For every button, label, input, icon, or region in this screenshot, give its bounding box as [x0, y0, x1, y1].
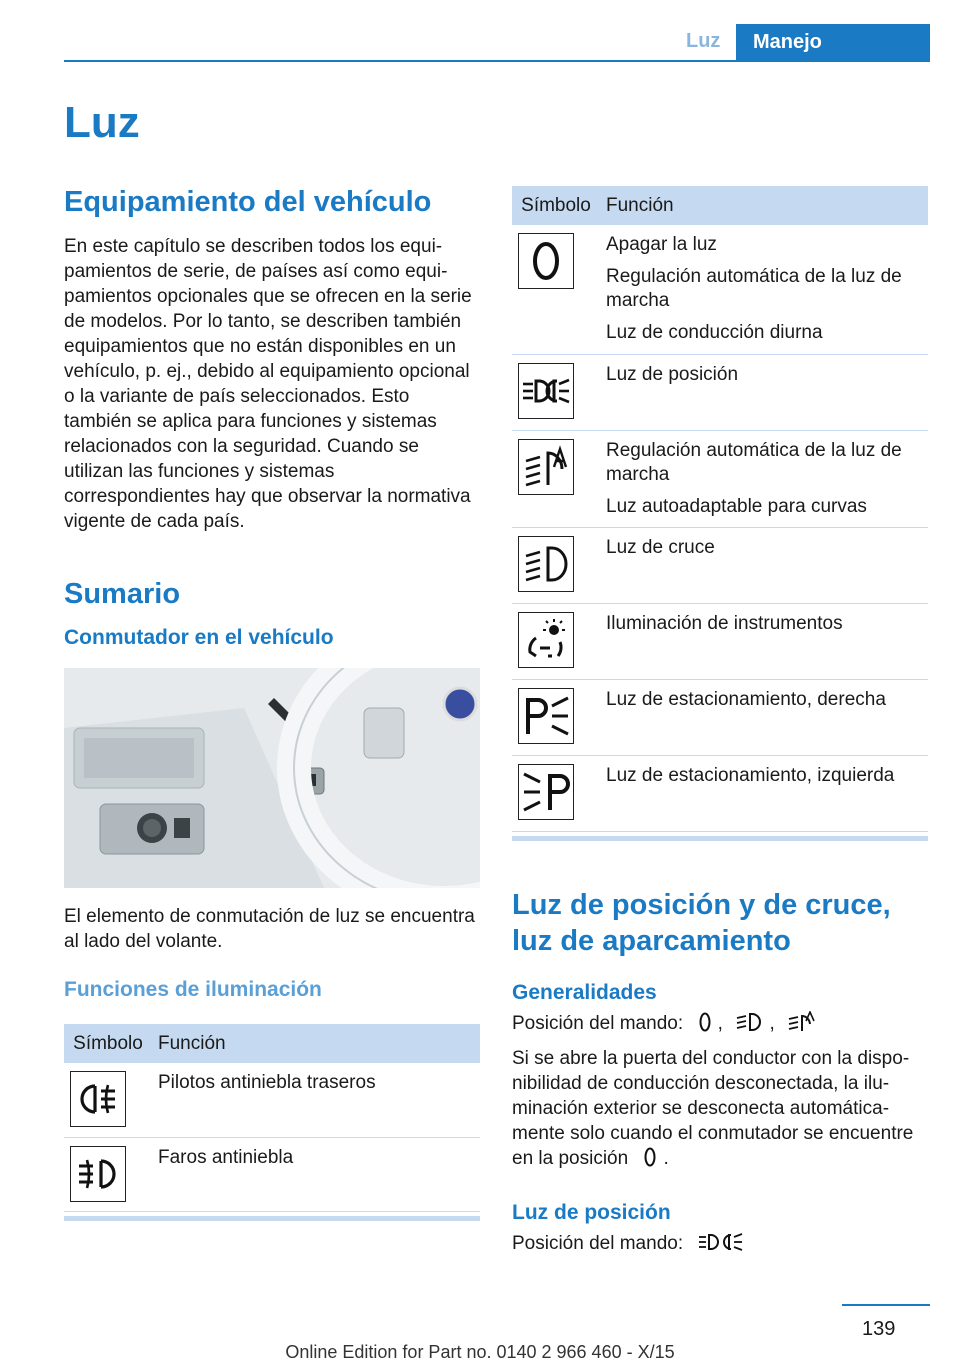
table-header-function: Función	[152, 1024, 480, 1063]
switch-position-label: Posición del mando:	[512, 1012, 684, 1034]
table-row	[64, 1063, 480, 1137]
table-row	[512, 354, 928, 430]
separator: ,	[717, 1012, 723, 1034]
generalidades-text: Si se abre la puerta del conductor con la disponibilidad de conducción desconectada, la iluminación exterior se desconecta automáticamente solo cuando el conmutador se encuentre en la posición	[512, 1047, 914, 1169]
function-text: Regulación automática de la luz de marcha	[606, 439, 902, 485]
function-text: Regulación automática de la luz de marcha	[606, 266, 902, 311]
table-row	[512, 527, 928, 603]
function-text: Luz de estacionamiento, izquierda	[606, 764, 895, 786]
header-rule	[64, 60, 930, 62]
sentence-end: .	[663, 1147, 669, 1169]
parking-light-icon	[518, 363, 574, 419]
page-title: Luz	[64, 98, 140, 147]
funciones-heading: Funciones de iluminación	[64, 978, 322, 1001]
function-text: Luz de estacionamiento, derecha	[606, 688, 886, 710]
function-text: Apagar la luz	[606, 234, 717, 255]
function-text: Luz de conducción diurna	[606, 322, 823, 343]
table-end-rule	[512, 836, 928, 841]
front-fog-light-icon	[70, 1146, 126, 1202]
function-text: Faros antiniebla	[158, 1146, 294, 1168]
edition-footer: Online Edition for Part no. 0140 2 966 460 - X/15	[285, 1342, 675, 1362]
zero-position-icon	[698, 1011, 712, 1040]
conmutador-heading: Conmutador en el vehículo	[64, 626, 334, 649]
table-header-function: Función	[600, 186, 928, 225]
zero-position-icon	[518, 233, 574, 289]
auto-headlight-icon	[788, 1011, 816, 1040]
fog-lights-table	[64, 1024, 480, 1212]
switch-position-label: Posición del mando:	[512, 1232, 684, 1254]
function-text: Pilotos antiniebla traseros	[158, 1072, 376, 1093]
auto-headlight-icon	[518, 439, 574, 495]
table-row	[512, 679, 928, 755]
table-row	[512, 225, 928, 354]
parking-light-icon	[698, 1231, 744, 1260]
function-text: Luz de cruce	[606, 536, 715, 558]
parking-light-right-icon	[518, 688, 574, 744]
dashboard-illustration	[64, 668, 480, 888]
header-chapter-tab: Manejo	[736, 24, 930, 61]
zero-position-icon	[643, 1146, 657, 1175]
low-beam-icon	[518, 536, 574, 592]
footer-rule	[842, 1304, 930, 1306]
posicion-cruce-heading: Luz de posición y de cruce, luz de aparcamiento	[512, 888, 891, 957]
generalidades-heading: Generalidades	[512, 980, 657, 1004]
table-row	[512, 755, 928, 831]
function-text: Luz autoadaptable para curvas	[606, 495, 867, 517]
right-column	[512, 186, 928, 1260]
table-end-rule	[64, 1216, 480, 1221]
separator: ,	[769, 1012, 775, 1034]
table-row	[64, 1137, 480, 1211]
table-row	[512, 603, 928, 679]
switch-photo	[64, 668, 480, 888]
instrument-lighting-icon	[518, 612, 574, 668]
generalidades-paragraph	[512, 1046, 928, 1175]
luz-posicion-heading: Luz de posición	[512, 1200, 671, 1224]
table-header-symbol: Símbolo	[512, 186, 600, 225]
sumario-heading: Sumario	[64, 578, 181, 610]
table-row	[512, 430, 928, 527]
luz-posicion-line	[512, 1231, 928, 1260]
page-number: 139	[862, 1318, 896, 1340]
photo-caption: El elemento de conmutación de luz se encuentra al lado del volante.	[64, 906, 475, 952]
equipment-paragraph: En este capítulo se describen todos los equipamientos de serie, de países así como equipamientos opcionales que se ofrecen en la serie de modelos. Por lo tanto, se describen también equipamientos que no están disponibles en un vehículo, p. ej., debido al equipamiento opcional o la variante de país seleccionados. Esto también se aplica para funciones y sistemas relacionados con la seguridad. Cuando se utilizan las funciones y sistemas correspondientes hay que observar la normativa vigente de cada país.	[64, 236, 472, 532]
header-section: Luz	[686, 30, 721, 52]
equipment-heading: Equipamiento del vehículo	[64, 186, 432, 218]
table-header-symbol: Símbolo	[64, 1024, 152, 1063]
parking-light-left-icon	[518, 764, 574, 820]
switch-positions-line	[512, 1011, 928, 1040]
light-switch-table	[512, 186, 928, 832]
function-text: Luz de posición	[606, 363, 739, 385]
function-text: Iluminación de instrumentos	[606, 612, 843, 634]
low-beam-icon	[736, 1011, 764, 1040]
left-column	[64, 180, 480, 1221]
rear-fog-light-icon	[70, 1071, 126, 1127]
